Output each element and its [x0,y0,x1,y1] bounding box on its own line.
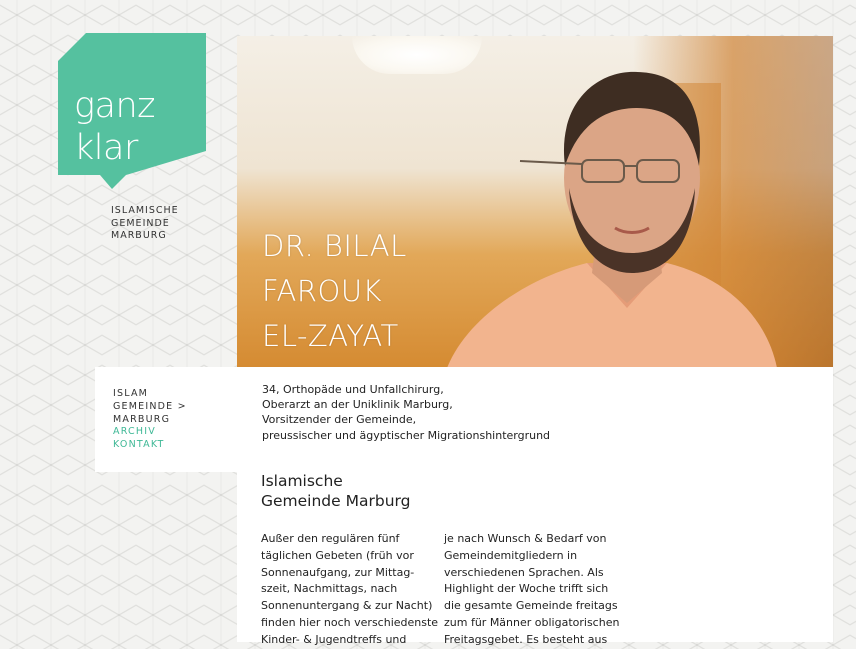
body-line: verschiedenen Sprachen. Als [444,565,604,579]
nav-item-islam[interactable]: ISLAM [113,388,149,399]
body-line: je nach Wunsch & Bedarf von [444,532,607,545]
org-line: ISLAMISCHE [111,205,179,216]
body-line: Highlight der Woche trifft sich [444,582,609,596]
nav-item-kontakt[interactable]: KONTAKT [113,439,165,451]
name-line: FAROUK [262,274,383,308]
org-line: GEMEINDE [111,217,170,229]
name-line: DR. BILAL [262,229,407,263]
body-column-right [444,531,619,649]
section-heading [261,471,410,511]
heading-line: Gemeinde Marburg [261,492,411,510]
main-navigation [113,388,187,452]
heading-line: Islamische [261,472,343,490]
hero-photo [237,36,833,367]
logo-text [74,85,155,169]
bio-line: Vorsitzender der Gemeinde, [262,413,417,427]
org-line: MARBURG [111,230,167,241]
bio-line: 34, Orthopäde und Unfallchirurg, [262,383,444,396]
bio-text [262,382,550,443]
logo-line: ganz [74,86,156,126]
logo-line: klar [74,128,138,168]
body-line: Freitagsgebet. Es besteht aus [444,632,608,646]
body-line: Sonnenaufgang, zur Mittag- [261,565,415,579]
body-line: Kinder- & Jugendtreffs und [261,632,407,646]
bio-line: preussischer und ägyptischer Migrationshintergrund [262,428,551,442]
body-line: finden hier noch verschiedenste [261,615,439,629]
body-line: täglichen Gebeten (früh vor [261,548,414,562]
name-line: EL-ZAYAT [262,319,399,353]
bio-line: Oberarzt an der Uniklinik Marburg, [262,398,453,412]
body-line: zum für Männer obligatorischen [444,615,620,629]
body-line: szeit, Nachmittags, nach [261,582,398,596]
body-line: Gemeindemitgliedern in [444,548,578,562]
hero-name [262,224,407,359]
portrait-figure [437,48,797,367]
nav-item-archiv[interactable]: ARCHIV [113,426,156,438]
nav-item-gemeinde[interactable]: GEMEINDE > [113,400,187,412]
body-line: die gesamte Gemeinde freitags [444,599,618,613]
nav-item-marburg[interactable]: MARBURG [113,413,171,425]
body-column-left [261,531,438,649]
organization-name [111,205,179,243]
body-line: Sonnenuntergang & zur Nacht) [261,599,433,613]
body-line: Außer den regulären fünf [261,532,400,545]
logo[interactable] [58,33,206,189]
